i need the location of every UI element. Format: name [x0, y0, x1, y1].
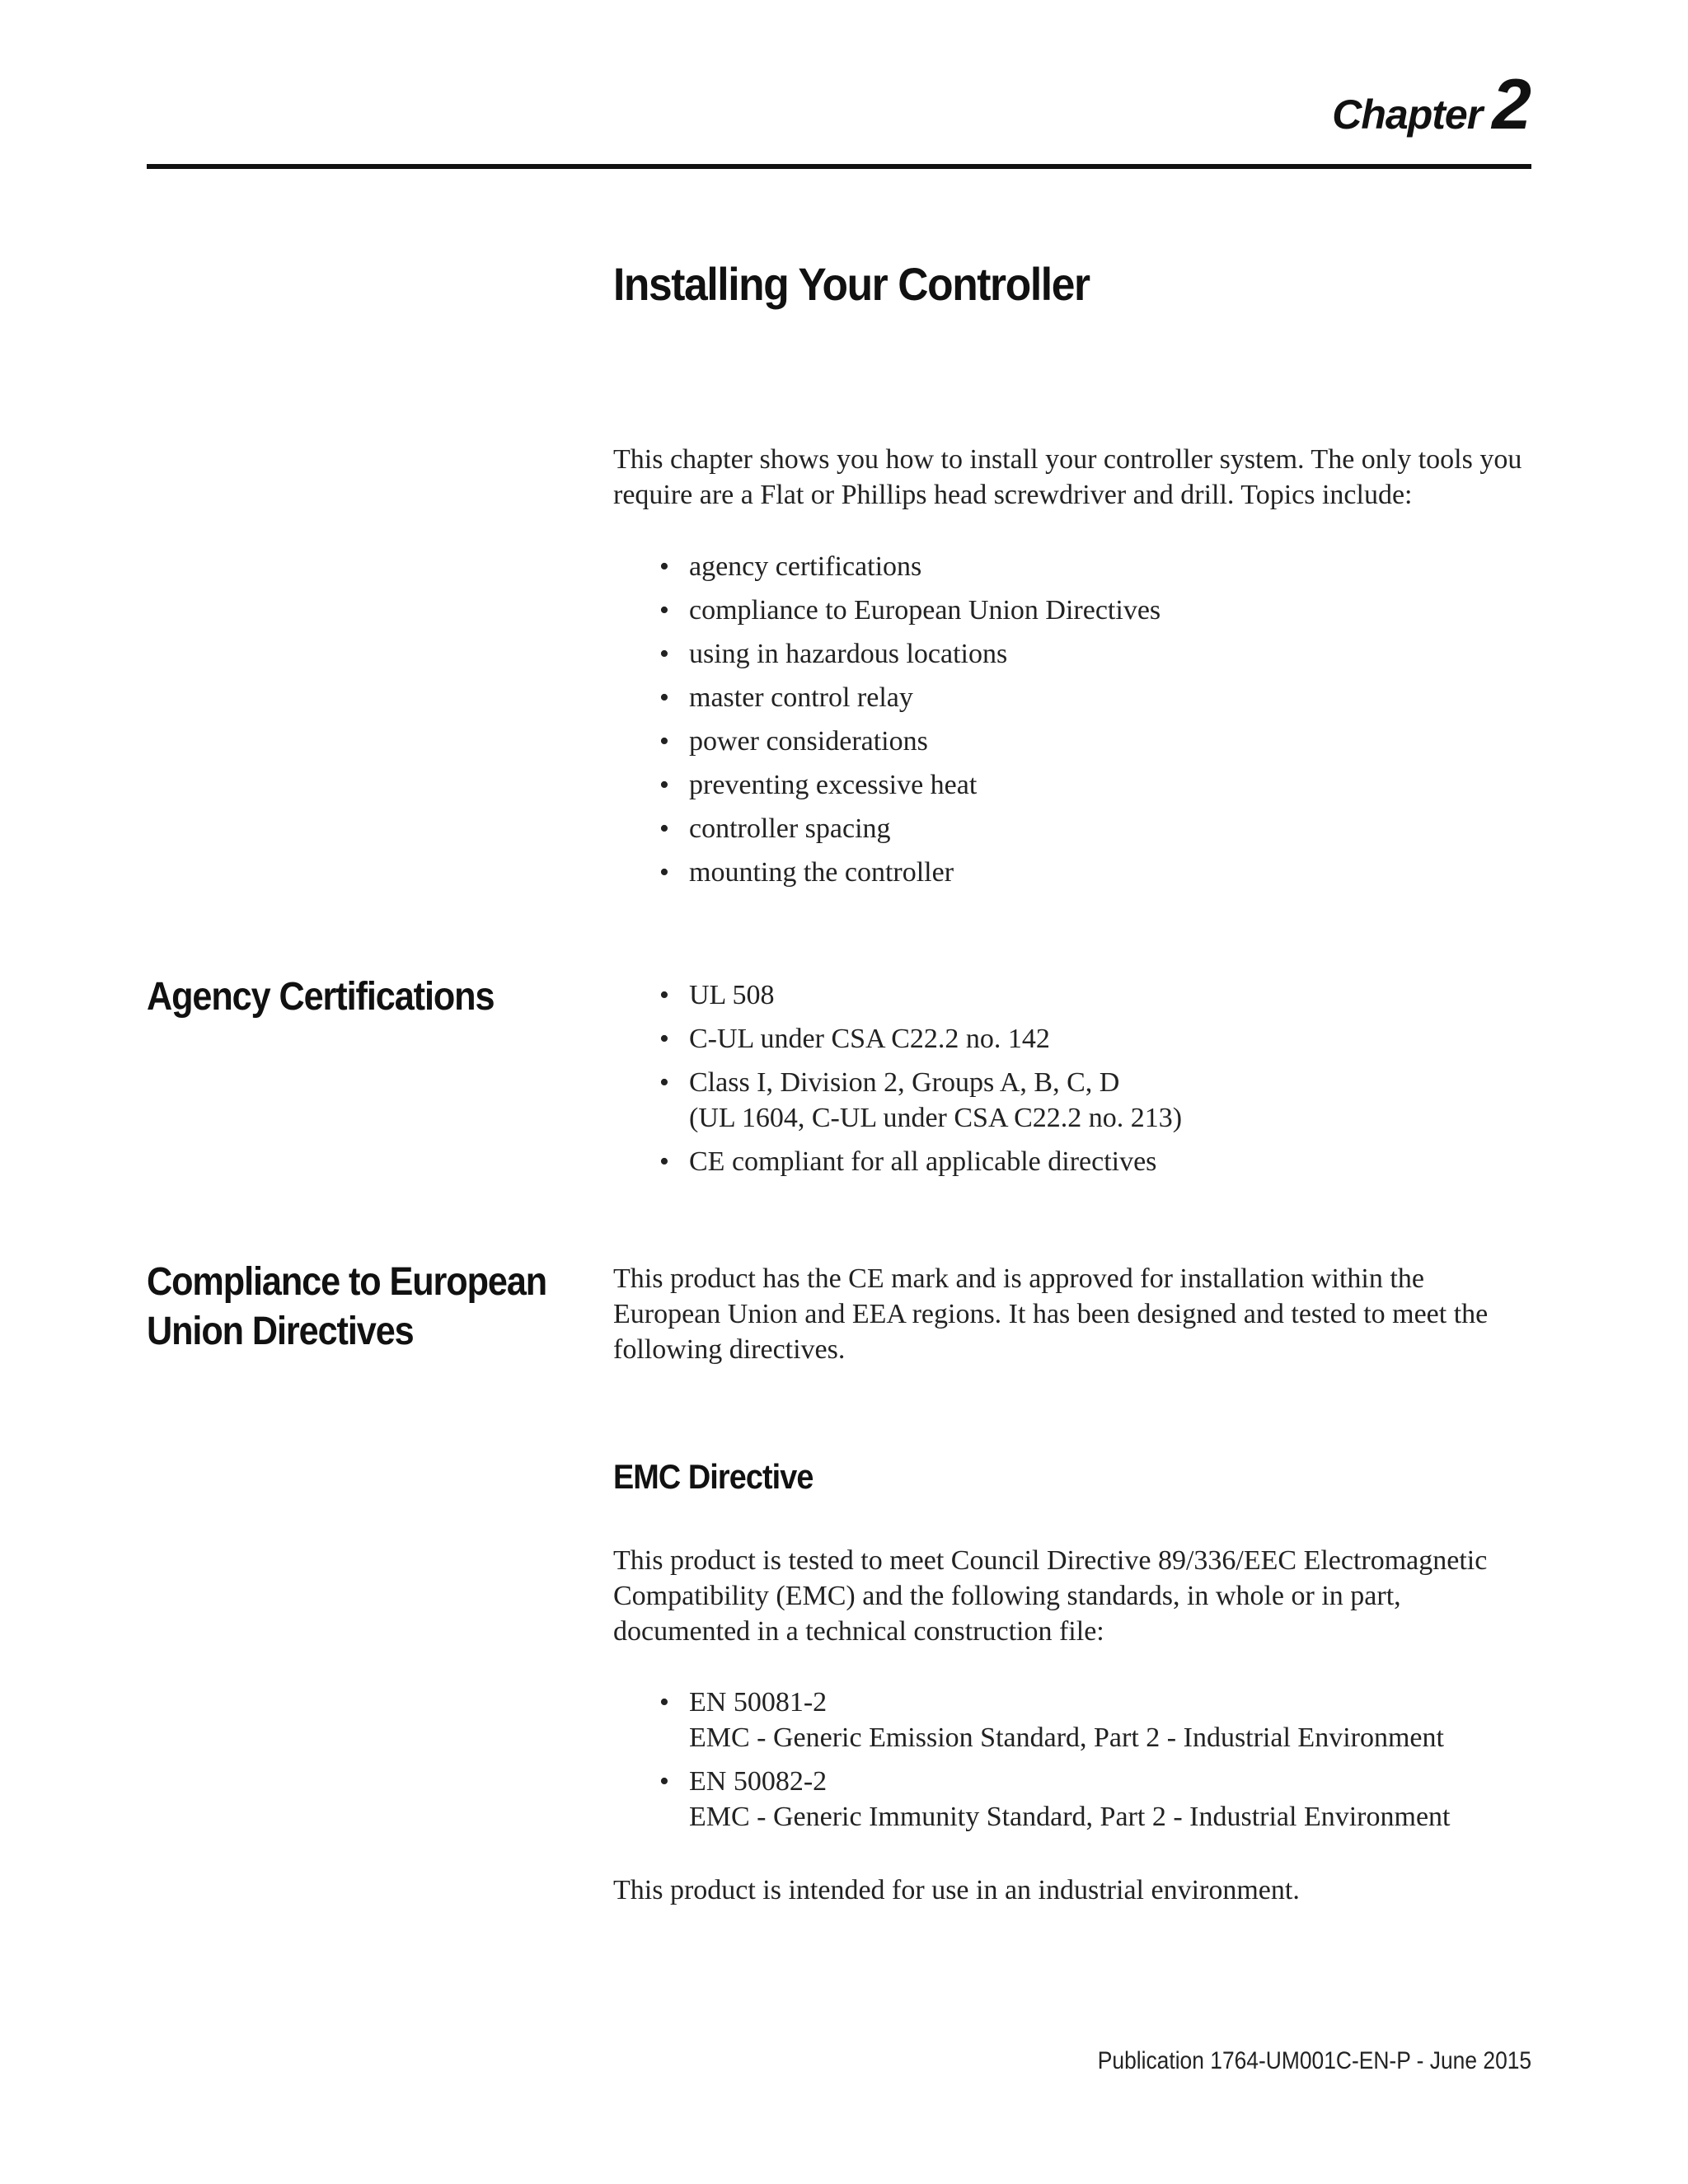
bullet-icon: • — [659, 726, 669, 757]
list-item: • compliance to European Union Directives — [659, 593, 1160, 628]
publication-footer: Publication 1764-UM001C-EN-P - June 2015 — [1097, 2047, 1531, 2074]
bullet-icon: • — [659, 1146, 669, 1177]
bullet-icon: • — [659, 595, 669, 626]
page-title: Installing Your Controller — [613, 258, 1090, 310]
emc-standards-list — [659, 1685, 1450, 1843]
list-item: • preventing excessive heat — [659, 767, 1160, 803]
list-item: • master control relay — [659, 680, 1160, 715]
compliance-paragraph: This product has the CE mark and is approved for installation within the European Union and EEA regions. It has been designed and tested to meet the following directives. — [613, 1263, 1489, 1365]
list-item: • CE compliant for all applicable directives — [659, 1144, 1182, 1179]
bullet-icon: • — [659, 770, 669, 800]
bullet-icon: • — [659, 639, 669, 669]
chapter-heading — [1332, 64, 1531, 146]
emc-heading: EMC Directive — [613, 1457, 814, 1496]
bullet-icon: • — [659, 1687, 669, 1718]
agency-list — [659, 977, 1182, 1188]
bullet-icon: • — [659, 1024, 669, 1054]
chapter-label: Chapter — [1332, 91, 1483, 138]
bullet-icon: • — [659, 1766, 669, 1797]
bullet-icon: • — [659, 980, 669, 1010]
bullet-icon: • — [659, 551, 669, 582]
chapter-rule — [147, 164, 1531, 169]
bullet-icon: • — [659, 857, 669, 888]
topics-list — [659, 549, 1160, 898]
chapter-number: 2 — [1492, 65, 1531, 144]
list-item: • EN 50081-2 EMC - Generic Emission Standard, Part 2 - Industrial Environment — [659, 1685, 1450, 1755]
agency-heading: Agency Certifications — [147, 975, 495, 1019]
list-item: • power considerations — [659, 724, 1160, 759]
emc-closing-paragraph: This product is intended for use in an industrial environment. — [613, 1875, 1300, 1905]
intro-paragraph: This chapter shows you how to install your controller system. The only tools you require are a Flat or Phillips head screwdriver and drill. Topics include: — [613, 444, 1522, 510]
emc-paragraph: This product is tested to meet Council Directive 89/336/EEC Electromagnetic Compatibility (EMC) and the following standards, in whole or in part, documented in a technical construction file: — [613, 1545, 1488, 1647]
list-item: • controller spacing — [659, 811, 1160, 846]
list-item: • mounting the controller — [659, 855, 1160, 890]
list-item: • Class I, Division 2, Groups A, B, C, D (UL 1604, C-UL under CSA C22.2 no. 213) — [659, 1065, 1182, 1136]
list-item: • using in hazardous locations — [659, 636, 1160, 672]
list-item: • EN 50082-2 EMC - Generic Immunity Standard, Part 2 - Industrial Environment — [659, 1764, 1450, 1835]
bullet-icon: • — [659, 682, 669, 713]
bullet-icon: • — [659, 813, 669, 844]
bullet-icon: • — [659, 1067, 669, 1098]
list-item: • UL 508 — [659, 977, 1182, 1013]
list-item: • agency certifications — [659, 549, 1160, 584]
list-item: • C-UL under CSA C22.2 no. 142 — [659, 1021, 1182, 1057]
compliance-heading: Compliance to European Union Directives — [147, 1260, 547, 1353]
